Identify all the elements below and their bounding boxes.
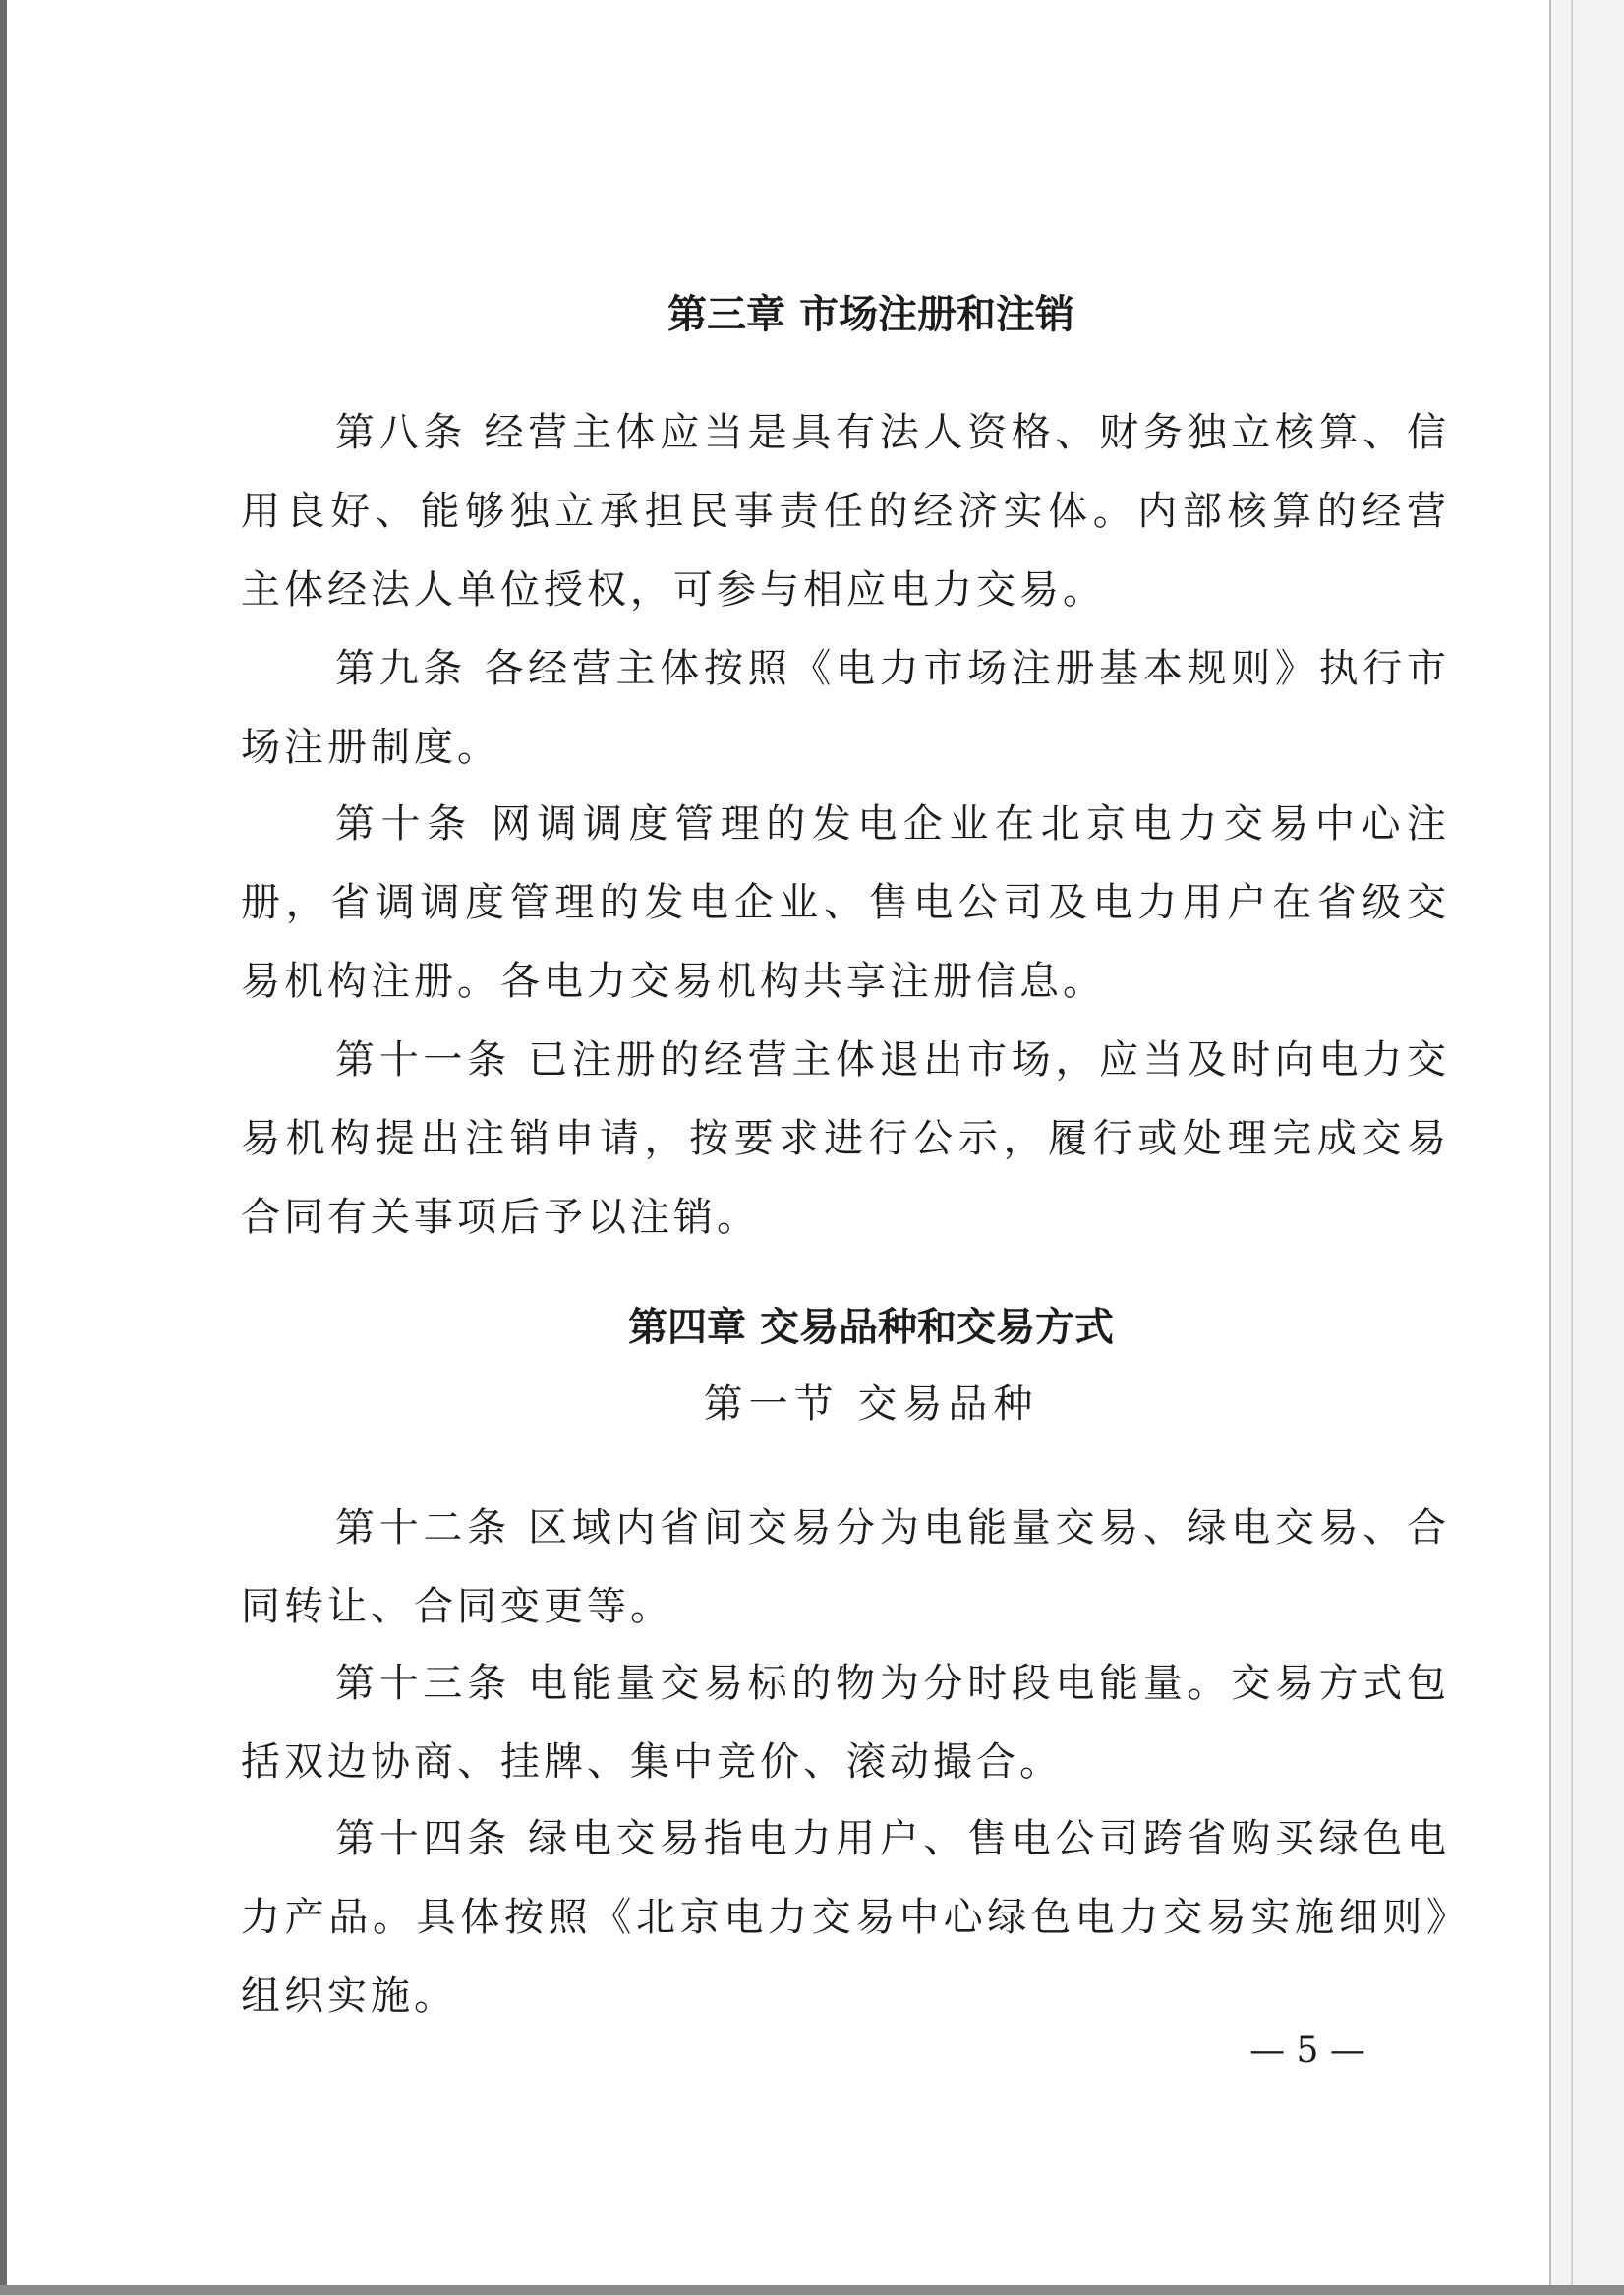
chapter-3-heading: 第三章 市场注册和注销 (667, 292, 1074, 337)
chapter-4-heading: 第四章 交易品种和交易方式 (628, 1305, 1114, 1350)
article-12: 第十二条 区域内省间交易分为电能量交易、绿电交易、合同转让、合同变更等。 (241, 1505, 1450, 1629)
article-11: 第十一条 已注册的经营主体退出市场，应当及时向电力交易机构提出注销申请，按要求进行公示，履行或处理完成交易合同有关事项后予以注销。 (241, 1037, 1450, 1240)
article-8: 第八条 经营主体应当是具有法人资格、财务独立核算、信用良好、能够独立承担民事责任的经济实体。内部核算的经营主体经法人单位授权，可参与相应电力交易。 (241, 410, 1450, 613)
article-10: 第十条 网调调度管理的发电企业在北京电力交易中心注册，省调调度管理的发电企业、售电公司及电力用户在省级交易机构注册。各电力交易机构共享注册信息。 (241, 801, 1450, 1004)
section-1-heading: 第一节 交易品种 (703, 1382, 1039, 1427)
article-14: 第十四条 绿电交易指电力用户、售电公司跨省购买绿色电力产品。具体按照《北京电力交易中心绿色电力交易实施细则》组织实施。 (241, 1816, 1450, 2019)
article-13: 第十三条 电能量交易标的物为分时段电能量。交易方式包括双边协商、挂牌、集中竞价、滚动撮合。 (241, 1661, 1450, 1785)
article-9: 第九条 各经营主体按照《电力市场注册基本规则》执行市场注册制度。 (241, 646, 1450, 770)
page-number: — 5 — (1249, 2030, 1365, 2071)
